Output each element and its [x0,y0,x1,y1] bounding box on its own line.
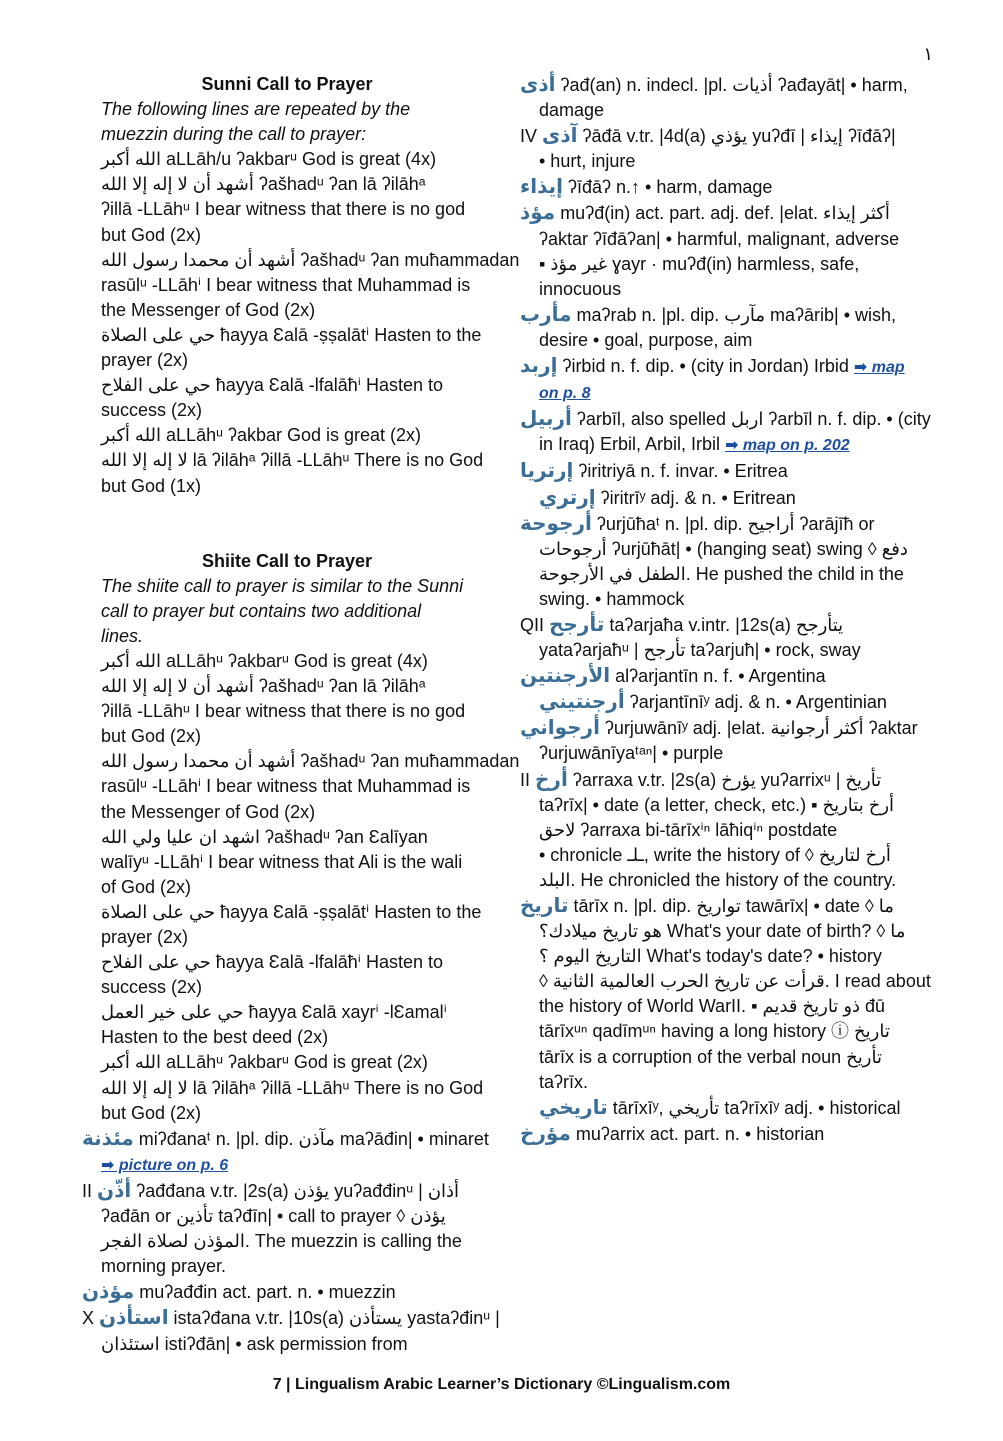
entry-continuation [82,1229,492,1254]
headword: تأرجح [549,611,605,636]
text-line: الله أكبر aLLāhᵘ ʔakbarᵘ God is great (4x) [101,650,428,671]
headword: أربيل [520,406,572,431]
headword: أرجواني [520,715,600,740]
entry-text: muʔarrix act. part. n. • historian [570,1123,825,1144]
headword: إرتريا [520,458,574,483]
headword: مؤذ [520,200,556,225]
entry-text: maʔrab n. |pl. dip. مآرب maʔārib| • wish, [571,304,897,325]
text-line: rasūlᵘ -LLāhⁱ I bear witness that Muhammad is [101,274,471,295]
entry-continuation [82,1204,492,1229]
headword: إرتري [539,484,596,509]
entry-continuation [520,818,920,843]
dictionary-entry [82,1178,492,1204]
entry-continuation [520,1045,920,1070]
cross-reference-link[interactable]: ➡ map on p. 202 [725,437,850,455]
text-line: لا إله إلا الله lā ʔilāhᵃ ʔillā -LLāhᵘ There is no God [101,1077,484,1098]
entry-text: muʔađđin act. part. n. • muezzin [134,1282,396,1303]
headword: آذى [542,123,578,148]
text-line: The shiite call to prayer is similar to the Sunni [101,575,464,596]
section-title: Shiite Call to Prayer [201,550,373,571]
entry-continuation [520,149,920,174]
entry-text: ʔarraxa v.tr. |2s(a) يؤرخ yuʔarrixᵘ | تأريخ [567,769,882,790]
text-line: الله أكبر aLLāhᵘ ʔakbar God is great (2x) [101,425,422,446]
text-line: حي على الصلاة ħayya Ɛalā -ṣṣalātⁱ Hasten to the [101,901,482,922]
headword: مئذنة [82,1125,134,1150]
verb-form-label: QII [520,614,550,635]
dictionary-entry [520,302,920,328]
entry-text: ▪ غير مؤذ ɣayr · muʔđ(in) harmless, safe, [539,253,860,274]
page-number: ١ [923,44,933,64]
dictionary-entry [520,406,931,432]
entry-continuation [520,277,920,302]
text-line: أشهد أن محمدا رسول الله ʔašhadᵘ ʔan muħammadan [101,751,520,772]
dictionary-entry [520,1095,920,1121]
dictionary-entry [520,663,920,689]
verb-form-label: II [520,769,536,790]
text-line: success (2x) [101,400,203,421]
text-line: the Messenger of God (2x) [101,801,316,822]
entry-text: taʔrīx. [539,1071,589,1092]
entry-text: التاريخ اليوم ؟ What's today's date? • history [539,946,882,967]
text-line: The following lines are repeated by the [101,99,411,120]
dictionary-entry [520,893,920,919]
entry-text: ʔađān or تأذين taʔđīn| • call to prayer ◊ يؤذن [101,1206,446,1227]
text-line: the Messenger of God (2x) [101,299,316,320]
text-line: لا إله إلا الله lā ʔilāhᵃ ʔillā -LLāhᵘ There is no God [101,450,484,471]
text-line: حي على الفلاح ħayya Ɛalā -lfalāħⁱ Hasten to [101,375,444,396]
headword: أرجوحة [520,510,592,535]
entry-continuation [520,793,920,818]
text-line: lines. [101,625,144,646]
entry-text: • chronicle ـلـ, write the history of ◊ أرخ لتاريخ [539,844,891,865]
dictionary-entry [520,174,920,200]
text-line: prayer (2x) [101,350,189,371]
dictionary-entry [520,689,920,715]
headword: إربد [520,353,558,378]
entry-text: the history of World WarII. ▪ ذو تاريخ قديم đū [539,996,886,1017]
entry-text: morning prayer. [101,1256,227,1277]
verb-form-label: II [82,1180,98,1201]
headword: الأرجنتين [520,663,611,688]
entry-text: ʔāđā v.tr. |4d(a) يؤذي yuʔđī | إيذاء ʔīđāʔ| [577,126,896,147]
entry-text: ʔiritrīʸ adj. & n. • Eritrean [595,487,796,508]
entry-text: ʔaktar ʔīđāʔan| • harmful, malignant, adverse [539,228,900,249]
entry-continuation [520,380,920,406]
entry-continuation [520,994,920,1019]
entry-text: alʔarjantīn n. f. • Argentina [610,666,826,687]
headword: إيذاء [520,174,563,199]
entry-text: ʔirbid n. f. dip. • (city in Jordan) Irbid [557,356,854,377]
dictionary-entry [520,767,920,793]
entry-text: لاحق ʔarraxa bi-tārīxⁱⁿ lāħiqⁱⁿ postdate [539,819,838,840]
dictionary-entry [520,72,920,98]
cross-reference-link[interactable]: ➡ picture on p. 6 [101,1156,229,1174]
entry-text: taʔrīx| • date (a letter, check, etc.) ▪ أرخ بتاريخ [539,794,895,815]
verb-form-label: X [82,1308,100,1329]
headword: أرخ [535,766,568,791]
entry-text: ʔurjūħaᵗ n. |pl. dip. أراجيح ʔarājīħ or [591,513,875,534]
dictionary-entry [520,485,920,511]
dictionary-entry [82,1126,492,1152]
left-column [82,72,520,1357]
entry-continuation [520,328,920,353]
text-line: but God (2x) [101,1102,202,1123]
entry-text: استئذان istiʔđān| • ask permission from [101,1333,408,1354]
entry-text: أرجوحات ʔurjūħāt| • (hanging seat) swing ◊ دفع [539,538,908,559]
headword: مؤذن [82,1279,135,1304]
headword: أرجنتيني [539,689,625,714]
entry-continuation [520,638,920,663]
cross-reference-link[interactable]: ➡ map [853,359,905,377]
entry-text: muʔđ(in) act. part. adj. def. |elat. أكثر إيذاء [555,203,890,224]
entry-text: yataʔarjaħᵘ | تأرجح taʔarjuħ| • rock, sway [539,640,861,661]
entry-continuation [82,1152,492,1178]
entry-text: tārīx is a corruption of the verbal noun تأريخ [539,1046,882,1067]
dictionary-entry [520,353,920,380]
verb-form-label: IV [520,126,543,147]
entry-text: ʔađ(an) n. indecl. |pl. أذيات ʔađayāt| • harm, [555,75,908,95]
right-column [520,72,931,1147]
text-line: of God (2x) [101,876,192,897]
entry-text: ʔađđana v.tr. |2s(a) يؤذن yuʔađđinᵘ | أذان [131,1180,460,1201]
text-line: حي على الصلاة ħayya Ɛalā -ṣṣalātⁱ Hasten to the [101,324,482,345]
entry-continuation [520,252,920,277]
entry-text: miʔđanaᵗ n. |pl. dip. مآذن maʔāđin| • minaret [133,1128,489,1149]
text-line: الله أكبر aLLāh/u ʔakbarᵘ God is great (4x) [101,149,437,170]
headword: تاريخي [539,1094,608,1119]
dictionary-entry [82,1279,492,1305]
entry-continuation [520,1070,920,1095]
entry-text: taʔarjaħa v.intr. |12s(a) يتأرجح [604,614,844,635]
entry-continuation [520,227,920,252]
entry-text: tārīxᵘⁿ qadīmᵘⁿ having a long history ⓘ تاريخ [539,1021,890,1042]
entry-continuation [520,432,920,458]
entry-text: • hurt, injure [539,151,636,172]
text-line: but God (2x) [101,726,202,747]
entry-text: innocuous [539,278,622,299]
text-line: walīyᵘ -LLāhⁱ I bear witness that Ali is the wali [101,851,463,872]
text-line: حي على الفلاح ħayya Ɛalā -lfalāħⁱ Hasten to [101,952,444,973]
entry-text: المؤذن لصلاة الفجر. The muezzin is calling the [101,1231,462,1252]
text-line: أشهد أن محمدا رسول الله ʔašhadᵘ ʔan muħammadan [101,249,520,270]
dictionary-entry [520,123,920,149]
page-footer: 7 | Lingualism Arabic Learner’s Dictionary ©Lingualism.com [272,1376,731,1393]
entry-text: desire • goal, purpose, aim [539,329,753,350]
entry-text: هو تاريخ ميلادك؟ What's your date of birth? ◊ ما [539,921,906,942]
headword: مأرب [520,301,572,326]
entry-text: istaʔđana v.tr. |10s(a) يستأذن yastaʔđinᵘ | [168,1308,500,1329]
cross-reference-link[interactable]: on p. 8 [539,385,591,403]
headword: أذّن [97,1177,132,1202]
entry-text: ʔurjuwānīyaᵗᵃⁿ| • purple [539,743,724,764]
entry-text: ʔarbīl, also spelled اربل ʔarbīl n. f. dip. • (city [571,409,931,430]
text-line: اشهد ان عليا ولي الله ʔašhadᵘ ʔan Ɛalīyan [101,826,428,847]
entry-continuation [520,1019,920,1044]
entry-text: ʔarjantīnīʸ adj. & n. • Argentinian [624,692,887,713]
entry-continuation [520,868,920,893]
headword: استأذن [99,1305,169,1330]
entry-continuation [520,537,920,562]
entry-continuation [520,843,920,868]
headword: أذى [520,72,556,96]
text-line: أشهد أن لا إله إلا الله ʔašhadᵘ ʔan lā ʔilāhᵃ [101,676,426,697]
entry-text: ◊ قرأت عن تاريخ الحرب العالمية الثانية. I read about [539,971,931,992]
entry-text: الطفل في الأرجوحة. He pushed the child in the [539,563,904,584]
entry-text: tārīxīʸ, تأريخي taʔrīxīʸ adj. • historical [607,1097,901,1118]
entry-text: damage [539,100,605,121]
entry-continuation [520,944,920,969]
entry-text: in Iraq) Erbil, Arbil, Irbil [539,434,726,455]
text-line: but God (2x) [101,224,202,245]
headword: تاريخ [520,893,569,917]
dictionary-entry [520,200,920,226]
entry-text: ʔīđāʔ n.↑ • harm, damage [563,177,773,198]
text-line: prayer (2x) [101,927,189,947]
text-line: muezzin during the call to prayer: [101,124,367,145]
entry-text: ʔiritriyā n. f. invar. • Eritrea [573,461,788,482]
entry-continuation [82,1254,492,1279]
section-title: Sunni Call to Prayer [201,74,373,94]
entry-continuation [520,741,920,766]
dictionary-entry [520,715,920,741]
text-line: أشهد أن لا إله إلا الله ʔašhadᵘ ʔan lā ʔilāhᵃ [101,174,426,195]
text-line: ʔillā -LLāhᵘ I bear witness that there is no god [101,701,466,722]
text-line: ʔillā -LLāhᵘ I bear witness that there is no god [101,199,466,220]
entry-text: ʔurjuwānīʸ adj. |elat. أكثر أرجوانية ʔaktar [599,718,918,739]
text-line: rasūlᵘ -LLāhⁱ I bear witness that Muhammad is [101,776,471,797]
entry-continuation [82,1332,492,1357]
dictionary-entry [520,1121,920,1147]
dictionary-entry [520,458,920,484]
entry-continuation [520,969,931,994]
entry-continuation [520,562,920,587]
dictionary-entry [520,612,920,638]
spacer [82,524,492,549]
entry-text: tārīx n. |pl. dip. تواريخ tawārīx| • date ◊ ما [568,896,894,916]
headword: مؤرخ [520,1120,571,1145]
dictionary-entry [82,1305,500,1331]
text-line: حي على خير العمل ħayya Ɛalā xayrⁱ -lƐamalⁱ [101,1002,447,1023]
text-line: الله أكبر aLLāhᵘ ʔakbarᵘ God is great (2x) [101,1052,428,1073]
text-line: call to prayer but contains two additional [101,600,422,621]
text-line: Hasten to the best deed (2x) [101,1027,329,1048]
entry-text: البلد. He chronicled the history of the country. [539,869,897,890]
entry-continuation [520,98,920,123]
dictionary-entry [520,511,920,537]
text-line: success (2x) [101,977,203,998]
entry-continuation [520,587,920,612]
text-line: but God (1x) [101,475,202,496]
entry-text: swing. • hammock [539,588,685,609]
entry-continuation [520,919,920,944]
spacer [82,499,492,524]
